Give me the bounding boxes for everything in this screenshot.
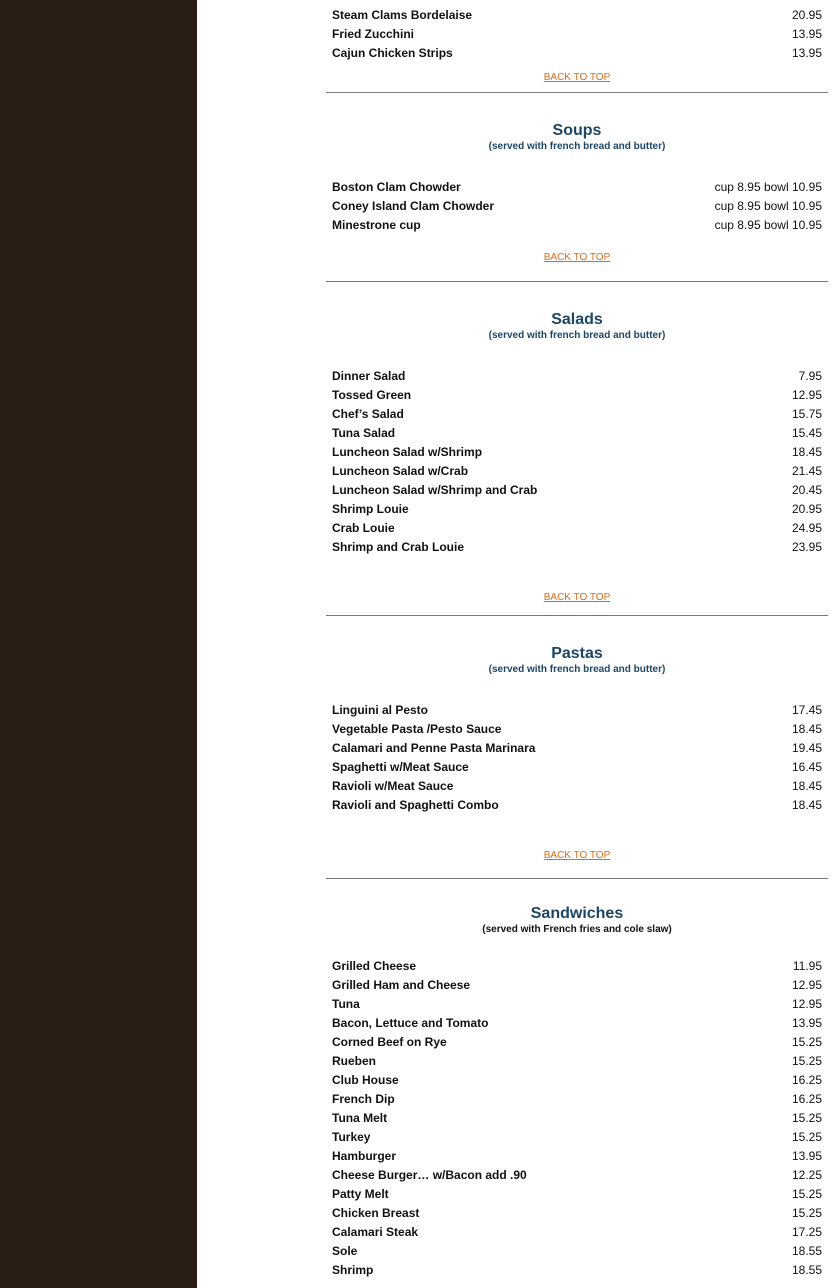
sandwiches-section [326, 904, 828, 1279]
item-name: Calamari and Penne Pasta Marinara [332, 740, 536, 755]
item-price: 15.45 [791, 425, 822, 440]
salad-list [326, 366, 828, 556]
item-price: 18.45 [791, 778, 822, 793]
appetizers-section [326, 0, 828, 93]
item-name: Luncheon Salad w/Shrimp [332, 444, 483, 459]
menu-item [326, 1260, 828, 1279]
item-name: Spaghetti w/Meat Sauce [332, 759, 469, 774]
menu-item [326, 366, 828, 385]
item-price: 15.25 [791, 1053, 822, 1068]
menu-item [326, 1127, 828, 1146]
item-price: 12.95 [791, 387, 822, 402]
menu-item [326, 719, 828, 738]
item-name: Crab Louie [332, 520, 395, 535]
item-price: 18.55 [791, 1243, 822, 1258]
item-name: Sole [332, 1243, 358, 1258]
back-to-top-link[interactable]: BACK TO TOP [543, 592, 611, 603]
item-name: Cheese Burger… w/Bacon add .90 [332, 1167, 527, 1182]
menu-item [326, 994, 828, 1013]
menu-item [326, 1013, 828, 1032]
menu-item [326, 1032, 828, 1051]
item-name: Club House [332, 1072, 399, 1087]
item-name: Turkey [332, 1129, 371, 1144]
soups-section [326, 121, 828, 282]
item-price: 15.25 [791, 1110, 822, 1125]
item-name: Steam Clams Bordelaise [332, 7, 473, 22]
item-name: Tuna Salad [332, 425, 396, 440]
item-price: cup 8.95 bowl 10.95 [714, 217, 822, 232]
menu-item [326, 1222, 828, 1241]
item-price: 15.75 [791, 406, 822, 421]
item-price: 12.95 [791, 977, 822, 992]
item-price: 23.95 [791, 539, 822, 554]
item-price: 15.25 [791, 1129, 822, 1144]
item-price: 15.25 [791, 1205, 822, 1220]
menu-item [326, 700, 828, 719]
item-price: 18.45 [791, 444, 822, 459]
pasta-list [326, 700, 828, 814]
item-name: Corned Beef on Rye [332, 1034, 447, 1049]
item-name: Ravioli w/Meat Sauce [332, 778, 454, 793]
item-name: Linguini al Pesto [332, 702, 429, 717]
item-name: Boston Clam Chowder [332, 179, 461, 194]
menu-item [326, 5, 828, 24]
soup-list [326, 177, 828, 234]
item-price: 16.45 [791, 759, 822, 774]
appetizer-list [326, 0, 828, 62]
salads-section [326, 310, 828, 616]
item-name: Calamari Steak [332, 1224, 419, 1239]
menu-content [326, 0, 828, 1279]
menu-item [326, 24, 828, 43]
item-name: Grilled Cheese [332, 958, 417, 973]
item-name: Dinner Salad [332, 368, 406, 383]
item-price: 20.45 [791, 482, 822, 497]
item-price: 17.25 [791, 1224, 822, 1239]
item-name: Minestrone cup [332, 217, 421, 232]
item-price: 13.95 [791, 45, 822, 60]
menu-item [326, 518, 828, 537]
item-name: Patty Melt [332, 1186, 389, 1201]
item-price: 20.95 [791, 501, 822, 516]
item-name: Ravioli and Spaghetti Combo [332, 797, 499, 812]
section-divider [326, 92, 828, 93]
item-name: Vegetable Pasta /Pesto Sauce [332, 721, 502, 736]
menu-item [326, 43, 828, 62]
item-price: 13.95 [791, 26, 822, 41]
section-title-salads: Salads [551, 311, 603, 328]
sidebar [0, 0, 197, 1288]
section-subtitle: (served with French fries and cole slaw) [482, 924, 672, 935]
item-price: cup 8.95 bowl 10.95 [714, 179, 822, 194]
item-name: Hamburger [332, 1148, 397, 1163]
menu-item [326, 1089, 828, 1108]
section-subtitle: (served with french bread and butter) [488, 330, 666, 341]
item-name: Luncheon Salad w/Crab [332, 463, 469, 478]
section-subtitle: (served with french bread and butter) [488, 141, 666, 152]
menu-item [326, 404, 828, 423]
menu-item [326, 1241, 828, 1260]
item-price: 18.45 [791, 721, 822, 736]
item-price: 18.55 [791, 1262, 822, 1277]
section-subtitle: (served with french bread and butter) [488, 664, 666, 675]
item-price: 15.25 [791, 1186, 822, 1201]
item-name: Rueben [332, 1053, 377, 1068]
section-divider [326, 281, 828, 282]
menu-item [326, 215, 828, 234]
item-price: 13.95 [791, 1148, 822, 1163]
menu-item [326, 1146, 828, 1165]
item-name: Shrimp [332, 1262, 374, 1277]
item-name: Shrimp and Crab Louie [332, 539, 465, 554]
menu-item [326, 1051, 828, 1070]
item-name: Chef’s Salad [332, 406, 404, 421]
item-name: Tossed Green [332, 387, 412, 402]
item-price: 15.25 [791, 1034, 822, 1049]
item-price: 12.95 [791, 996, 822, 1011]
item-name: Luncheon Salad w/Shrimp and Crab [332, 482, 538, 497]
menu-item [326, 537, 828, 556]
item-price: 17.45 [791, 702, 822, 717]
item-price: 16.25 [791, 1072, 822, 1087]
menu-item [326, 1108, 828, 1127]
menu-item [326, 757, 828, 776]
pastas-section [326, 644, 828, 879]
item-price: 18.45 [791, 797, 822, 812]
section-divider [326, 878, 828, 879]
menu-item [326, 442, 828, 461]
menu-item [326, 480, 828, 499]
menu-item [326, 795, 828, 814]
menu-item [326, 177, 828, 196]
menu-item [326, 1184, 828, 1203]
sandwich-list [326, 956, 828, 1279]
menu-item [326, 738, 828, 757]
back-to-top-link[interactable]: BACK TO TOP [543, 850, 611, 861]
item-name: Coney Island Clam Chowder [332, 198, 495, 213]
item-name: Shrimp Louie [332, 501, 409, 516]
menu-item [326, 461, 828, 480]
menu-item [326, 1203, 828, 1222]
item-price: cup 8.95 bowl 10.95 [714, 198, 822, 213]
menu-item [326, 1070, 828, 1089]
menu-item [326, 385, 828, 404]
menu-item [326, 423, 828, 442]
item-price: 24.95 [791, 520, 822, 535]
menu-item [326, 776, 828, 795]
item-name: Tuna [332, 996, 360, 1011]
item-price: 16.25 [791, 1091, 822, 1106]
menu-item [326, 1165, 828, 1184]
item-price: 7.95 [798, 368, 822, 383]
menu-item [326, 196, 828, 215]
back-to-top-link[interactable]: BACK TO TOP [543, 252, 611, 263]
item-name: Fried Zucchini [332, 26, 415, 41]
item-name: Bacon, Lettuce and Tomato [332, 1015, 489, 1030]
item-price: 20.95 [791, 7, 822, 22]
item-price: 13.95 [791, 1015, 822, 1030]
item-price: 12.25 [791, 1167, 822, 1182]
menu-item [326, 975, 828, 994]
item-price: 19.45 [791, 740, 822, 755]
item-name: Tuna Melt [332, 1110, 388, 1125]
item-price: 21.45 [791, 463, 822, 478]
item-name: Chicken Breast [332, 1205, 420, 1220]
menu-item [326, 499, 828, 518]
item-name: French Dip [332, 1091, 395, 1106]
item-name: Cajun Chicken Strips [332, 45, 453, 60]
section-title-pastas: Pastas [551, 645, 603, 662]
section-divider [326, 615, 828, 616]
back-to-top-link[interactable]: BACK TO TOP [543, 72, 611, 83]
section-title-sandwiches: Sandwiches [530, 905, 624, 922]
item-name: Grilled Ham and Cheese [332, 977, 471, 992]
item-price: 11.95 [792, 958, 822, 973]
section-title-soups: Soups [552, 122, 602, 139]
menu-item [326, 956, 828, 975]
